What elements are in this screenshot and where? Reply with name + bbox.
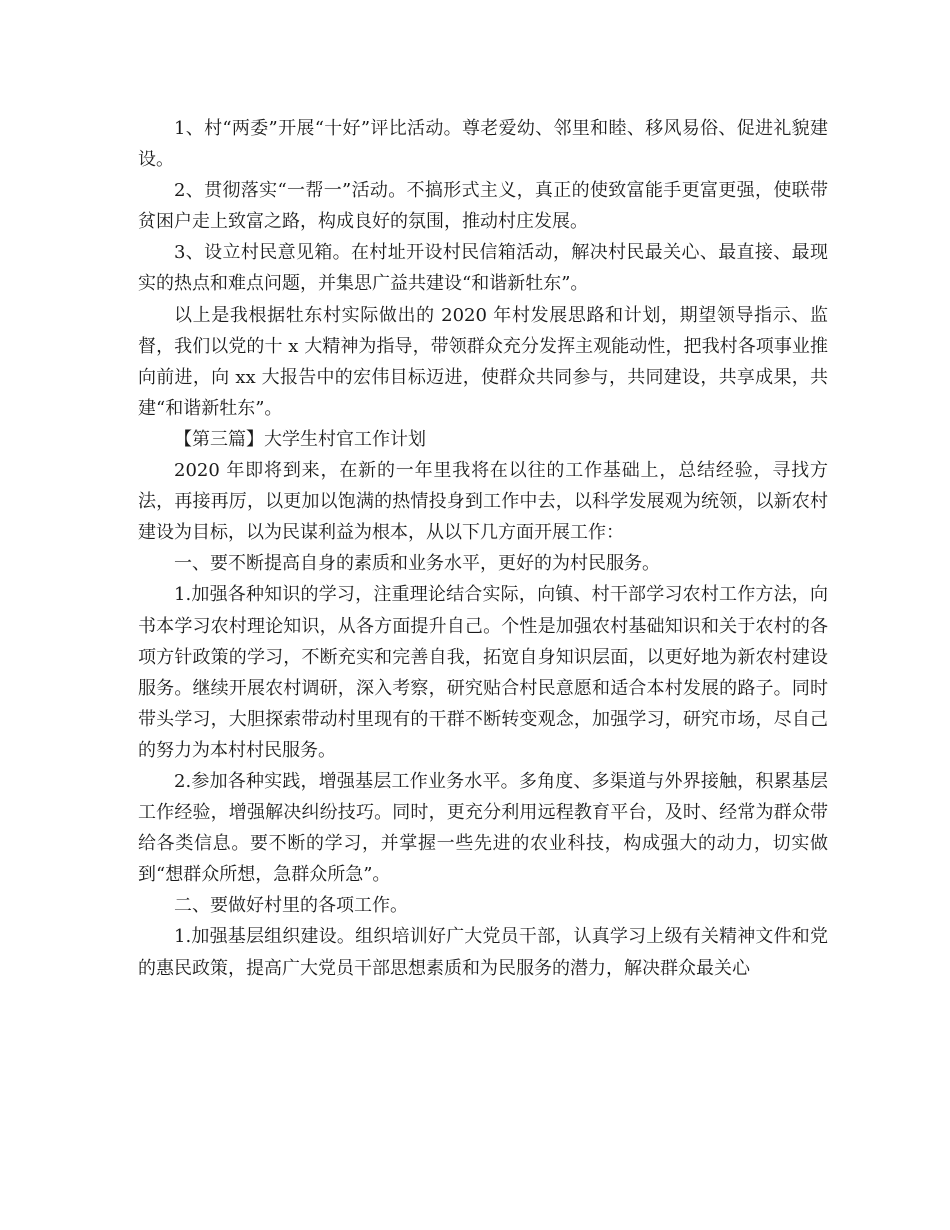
subheading-1: 一、要不断提高自身的素质和业务水平，更好的为村民服务。 (174, 553, 660, 575)
paragraph-4: 以上是我根据牡东村实际做出的 2020 年村发展思路和计划，期望领导指示、监督，我们以党的十 x 大精神为指导，带领群众充分发挥主观能动性，把我村各项事业推向前进，向 xx 大报告中的宏伟目标迈进，使群众共同参与，共同建设，共享成果，共建“和谐新牡东”。 (138, 304, 828, 419)
section-heading: 【第三篇】大学生村官工作计划 (174, 428, 426, 450)
paragraph-8: 1.加强各种知识的学习，注重理论结合实际，向镇、村干部学习农村工作方法，向书本学习农村理论知识，从各方面提升自己。个性是加强农村基础知识和关于农村的各项方针政策的学习，不断充实和完善自我，拓宽自身知识层面，以更好地为新农村建设服务。继续开展农村调研，深入考察，研究贴合村民意愿和适合本村发展的路子。同时带头学习，大胆探索带动村里现有的干群不断转变观念，加强学习，研究市场，尽自己的努力为本村村民服务。 (138, 584, 828, 761)
document-body (138, 113, 828, 984)
paragraph-3: 3、设立村民意见箱。在村址开设村民信箱活动，解决村民最关心、最直接、最现实的热点和难点问题，并集思广益共建设“和谐新牡东”。 (138, 242, 828, 295)
paragraph-6: 2020 年即将到来，在新的一年里我将在以往的工作基础上，总结经验，寻找方法，再接再厉，以更加以饱满的热情投身到工作中去，以科学发展观为统领，以新农村建设为目标，以为民谋利益为根本，从以下几方面开展工作： (138, 460, 828, 544)
paragraph-9: 2.参加各种实践，增强基层工作业务水平。多角度、多渠道与外界接触，积累基层工作经验，增强解决纠纷技巧。同时，更充分利用远程教育平台，及时、经常为群众带给各类信息。要不断的学习，并掌握一些先进的农业科技，构成强大的动力，切实做到“想群众所想，急群众所急”。 (138, 770, 828, 886)
subheading-2: 二、要做好村里的各项工作。 (174, 895, 408, 917)
paragraph-2: 2、贯彻落实“一帮一”活动。不搞形式主义，真正的使致富能手更富更强，使联带贫困户走上致富之路，构成良好的氛围，推动村庄发展。 (138, 180, 828, 233)
paragraph-11: 1.加强基层组织建设。组织培训好广大党员干部，认真学习上级有关精神文件和党的惠民政策，提高广大党员干部思想素质和为民服务的潜力，解决群众最关心 (138, 926, 828, 979)
paragraph-1: 1、村“两委”开展“十好”评比活动。尊老爱幼、邻里和睦、移风易俗、促进礼貌建设。 (138, 118, 828, 171)
